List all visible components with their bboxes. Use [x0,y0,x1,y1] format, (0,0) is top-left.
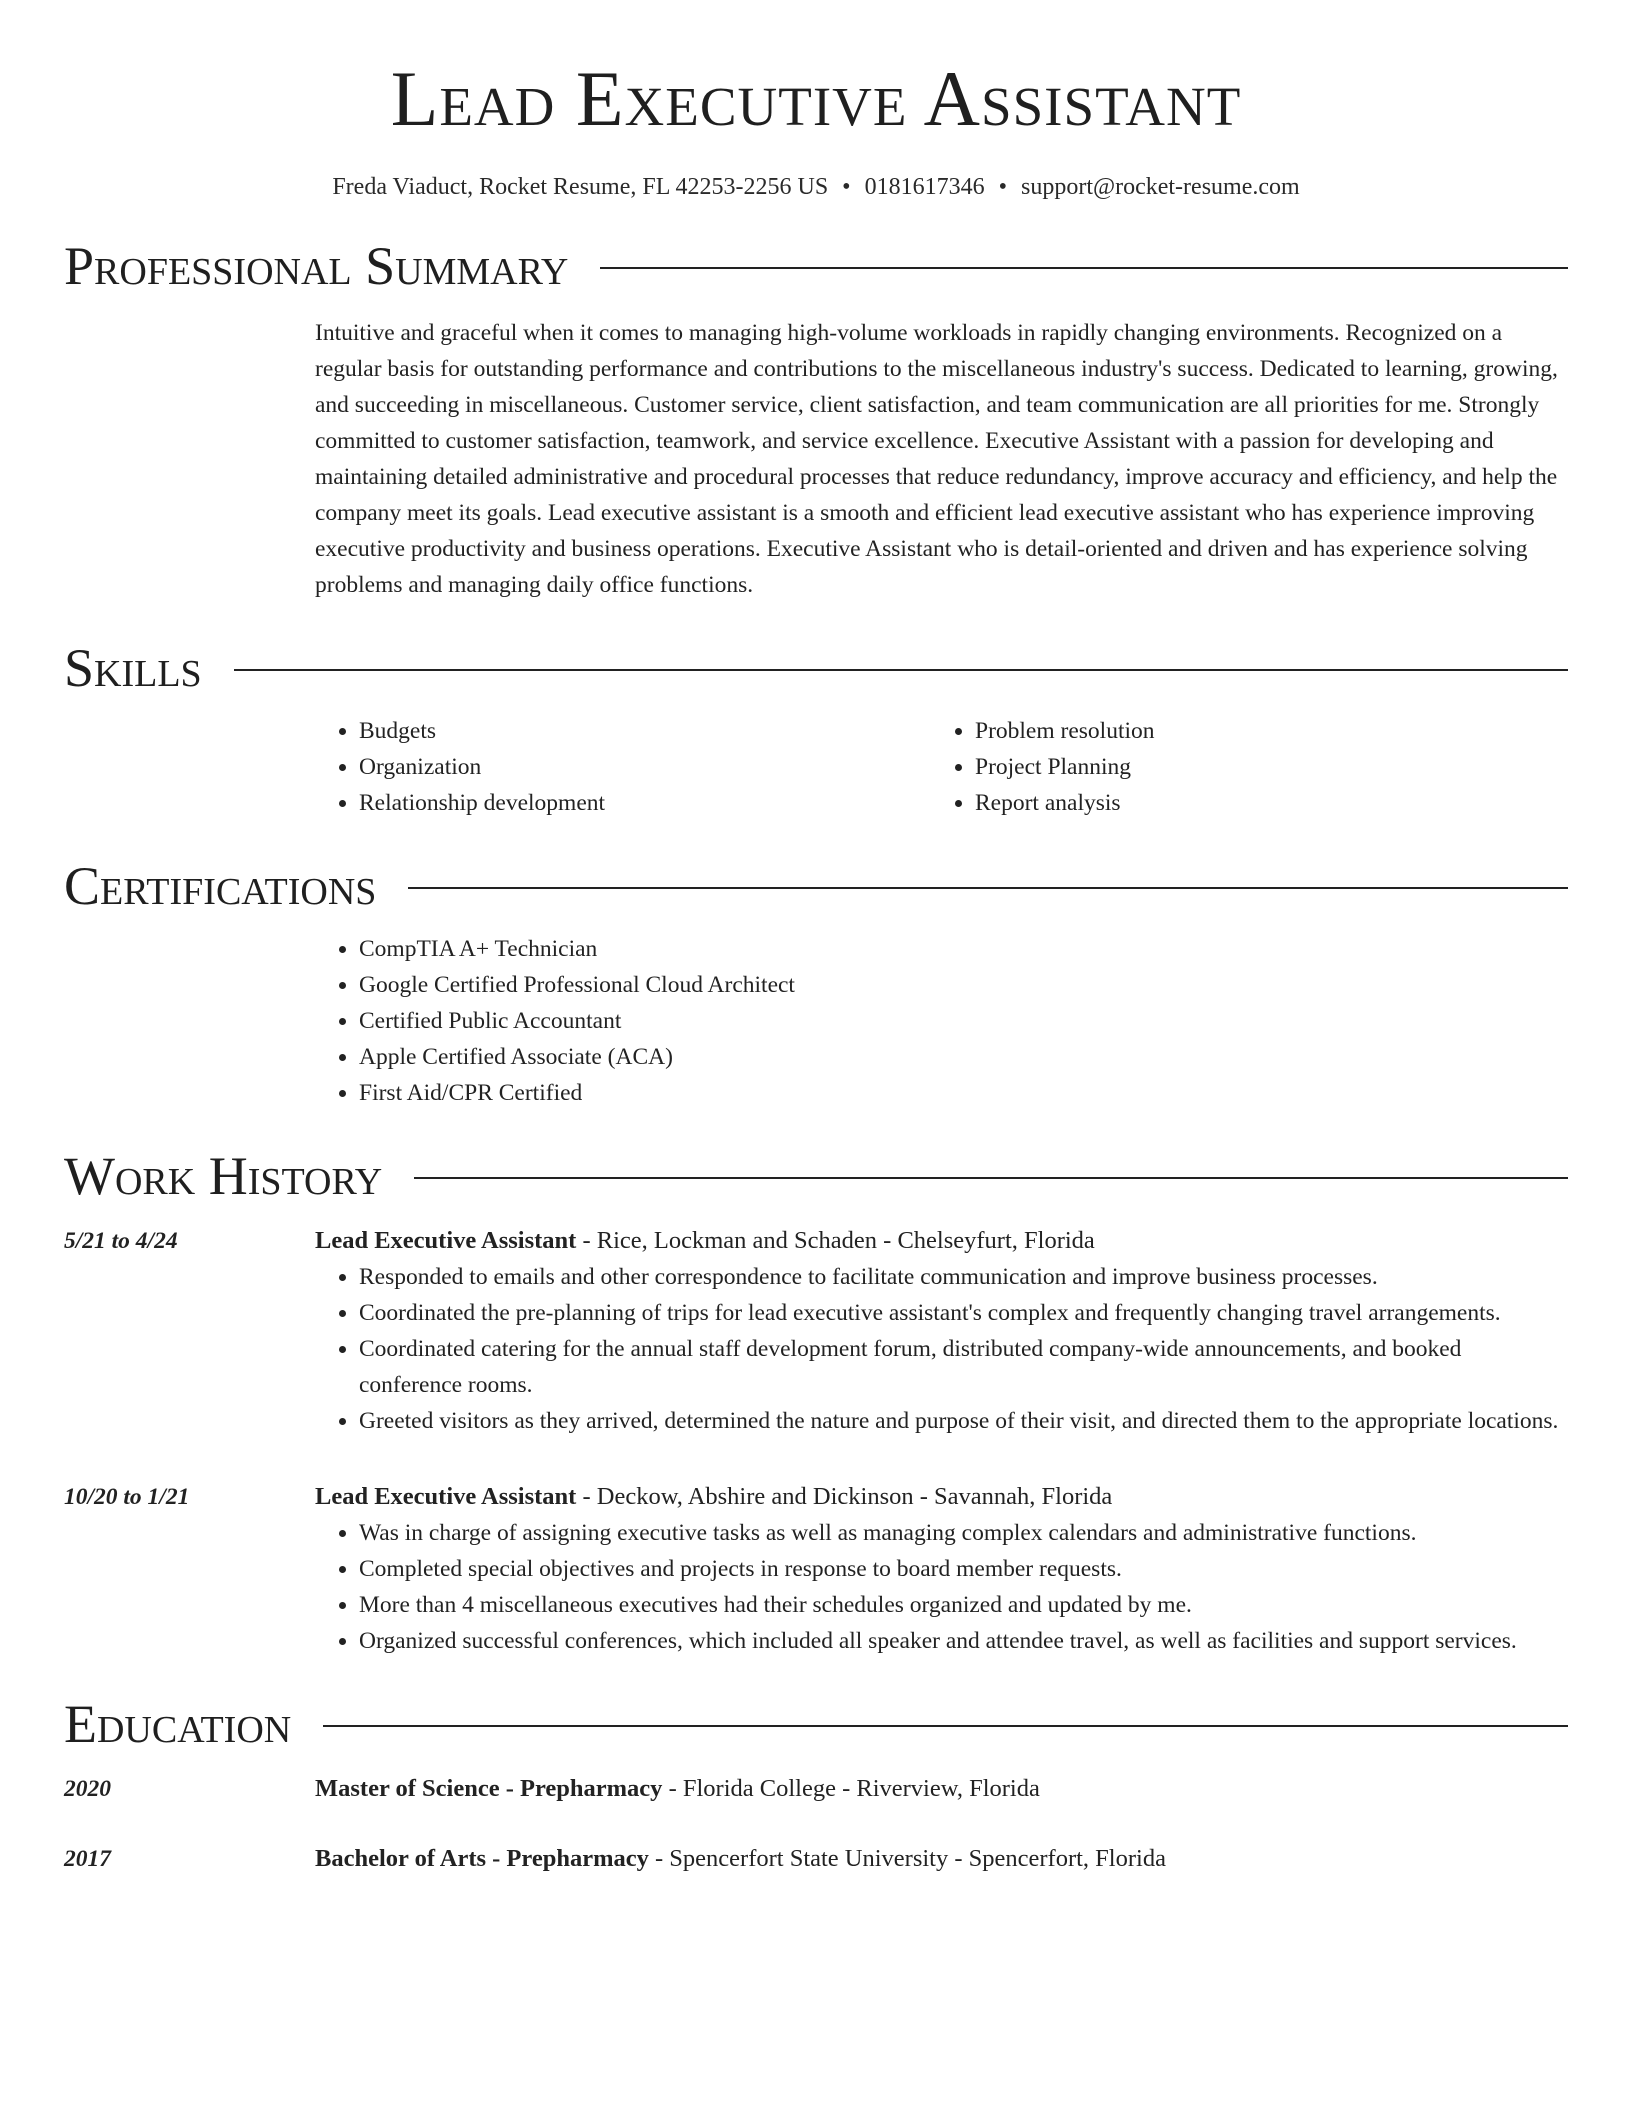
education-school: - Spencerfort State University - Spencerfort, Florida [648,1845,1166,1872]
section-divider [600,267,1568,269]
summary-text: Intuitive and graceful when it comes to managing high-volume workloads in rapidly changing environments. Recognized on a regular basis for outstanding performance and contributions to the miscellaneous industry's success. Dedicated to learning, growing, and succeeding in miscellaneous. Customer service, client satisfaction, and team communication are all priorities for me. Strongly committed to customer satisfaction, teamwork, and service excellence. Executive Assistant with a passion for developing and maintaining detailed administrative and procedural processes that reduce redundancy, improve accuracy and efficiency, and help the company meet its goals. Lead executive assistant is a smooth and efficient lead executive assistant who has experience improving executive productivity and business operations. Executive Assistant who is detail-oriented and driven and has experience solving problems and managing daily office functions. [315,320,1558,598]
job-entry [64,1479,1568,1659]
skills-grid [315,713,1568,821]
job-bullets [315,1515,1568,1659]
contact-separator: • [998,174,1007,200]
contact-email: support@rocket-resume.com [1020,174,1300,200]
section-title-skills: Skills [64,638,202,698]
section-divider [414,1177,1568,1179]
education-year: 2020 [64,1776,111,1802]
contact-line [64,174,1568,201]
job-bullet: • Greeted visitors as they arrived, determined the nature and purpose of their visit, and directed them to the appropriate locations. [359,1403,1568,1439]
skills-list-right [931,713,1547,821]
contact-separator: • [842,174,851,200]
certification-item: • CompTIA A+ Technician [359,931,1568,967]
skill-item: • Problem resolution [975,713,1547,749]
section-title-summary: Professional Summary [64,236,569,296]
certification-item: • Google Certified Professional Cloud Architect [359,967,1568,1003]
job-bullets [315,1259,1568,1439]
education-section-header [64,1694,1568,1754]
work-section-header [64,1146,1568,1206]
job-content [315,1479,1568,1659]
education-details [315,1841,1568,1877]
job-role: Lead Executive Assistant [315,1483,577,1510]
education-entry [64,1771,1568,1807]
skill-item: • Project Planning [975,749,1547,785]
skill-item: • Relationship development [359,785,931,821]
skill-item: • Report analysis [975,785,1547,821]
job-role: Lead Executive Assistant [315,1227,577,1254]
certification-item: • Certified Public Accountant [359,1003,1568,1039]
education-year: 2017 [64,1846,111,1872]
job-bullet: • More than 4 miscellaneous executives had their schedules organized and updated by me. [359,1587,1568,1623]
certification-item: • First Aid/CPR Certified [359,1075,1568,1111]
job-bullet: • Completed special objectives and projects in response to board member requests. [359,1551,1568,1587]
section-title-education: Education [64,1694,292,1754]
resume-name: Lead Executive Assistant [390,55,1242,142]
education-details [315,1771,1568,1807]
skills-column-left [315,713,931,821]
job-bullet: • Responded to emails and other correspondence to facilitate communication and improve business processes. [359,1259,1568,1295]
certifications-list [315,931,1568,1111]
section-divider [408,887,1568,889]
education-school: - Florida College - Riverview, Florida [662,1775,1040,1802]
job-bullet: • Organized successful conferences, which included all speaker and attendee travel, as well as facilities and support services. [359,1623,1568,1659]
job-bullet: • Was in charge of assigning executive tasks as well as managing complex calendars and administrative functions. [359,1515,1568,1551]
job-bullet: • Coordinated catering for the annual staff development forum, distributed company-wide announcements, and booked conference rooms. [359,1331,1568,1403]
skills-list-left [315,713,931,821]
section-divider [234,669,1568,671]
job-entry [64,1223,1568,1439]
job-title-line [315,1479,1568,1515]
education-degree: Master of Science - Prepharmacy [315,1775,663,1802]
section-divider [323,1725,1568,1727]
job-dates: 5/21 to 4/24 [64,1228,178,1254]
job-bullet: • Coordinated the pre-planning of trips for lead executive assistant's complex and frequently changing travel arrangements. [359,1295,1568,1331]
skills-column-right [931,713,1547,821]
job-content [315,1223,1568,1439]
skill-item: • Budgets [359,713,931,749]
education-degree: Bachelor of Arts - Prepharmacy [315,1845,649,1872]
skill-item: • Organization [359,749,931,785]
job-title-line [315,1223,1568,1259]
skills-section-header [64,638,1568,698]
section-title-certifications: Certifications [64,856,377,916]
job-employer: - Rice, Lockman and Schaden - Chelseyfurt, Florida [576,1227,1095,1254]
certifications-section-header [64,856,1568,916]
summary-section-header [64,236,1568,296]
certification-item: • Apple Certified Associate (ACA) [359,1039,1568,1075]
job-dates: 10/20 to 1/21 [64,1484,190,1510]
education-entry [64,1841,1568,1877]
section-title-work-history: Work History [64,1146,383,1206]
job-employer: - Deckow, Abshire and Dickinson - Savannah, Florida [576,1483,1113,1510]
contact-address: Freda Viaduct, Rocket Resume, FL 42253-2256 US [332,174,829,200]
contact-phone: 0181617346 [864,174,985,200]
